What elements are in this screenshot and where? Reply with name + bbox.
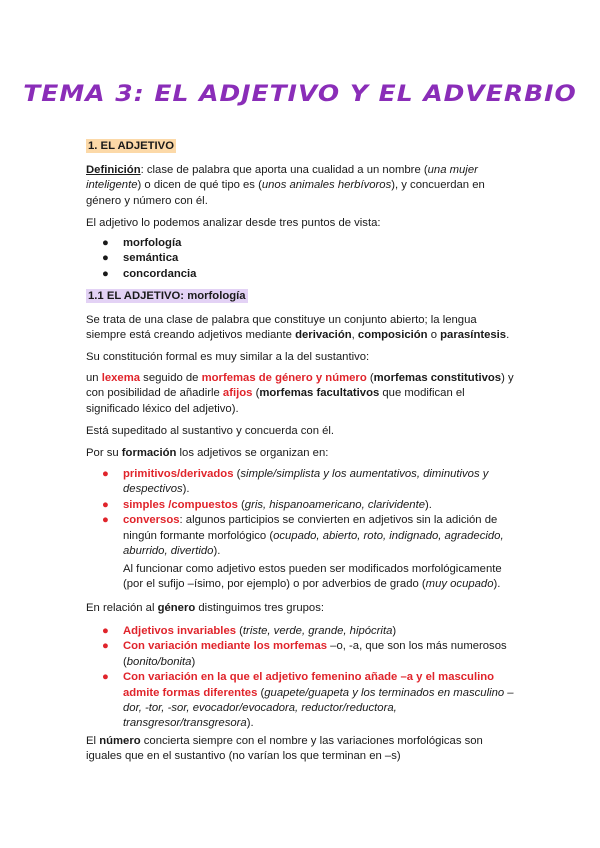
formation-list — [86, 467, 516, 559]
list-item: ● Con variación mediante los morfemas –o, -a, que son los más numerosos (bonito/bonita) — [102, 640, 507, 668]
section-heading-morfologia: 1.1 EL ADJETIVO: morfología — [88, 290, 246, 302]
list-item: ● primitivos/derivados (simple/simplista y los aumentativos, diminutivos y despectivos). — [102, 468, 489, 496]
list-item: ● Adjetivos invariables (triste, verde, grande, hipócrita) — [102, 625, 397, 637]
paragraph-funcionar: Al funcionar como adjetivo estos pueden ser modificados morfológicamente (por el sufijo –ísimo, por ejemplo) o por adverbios de grado (muy ocupado). — [123, 563, 502, 591]
list-item: ● concordancia — [102, 267, 197, 280]
page-title: TEMA 3: EL ADJETIVO Y EL ADVERBIO — [23, 80, 577, 107]
paragraph-formacion: Por su formación los adjetivos se organizan en: — [86, 447, 329, 459]
section-heading-adjetivo: 1. EL ADJETIVO — [88, 140, 175, 152]
paragraph-supeditado: Está supeditado al sustantivo y concuerda con él. — [86, 425, 335, 437]
list-item: ● conversos: algunos participios se convierten en adjetivos sin la adición de ningún formante morfológico (ocupado, abierto, roto, indignado, agradecido, aburrido, divertido). — [102, 514, 504, 558]
list-item: ● semántica — [102, 252, 179, 265]
list-item: ● simples /compuestos (gris, hispanoamericano, clarividente). — [102, 498, 432, 511]
list-item: ● Con variación en la que el adjetivo femenino añade –a y el masculino admite formas diferentes (guapete/guapeta y los terminados en masculino –dor, -tor, -sor, evocador/evocadora, reductor/reductora, transgresor/transgresora). — [102, 671, 514, 730]
viewpoints-list — [86, 236, 516, 282]
list-item: ● morfología — [102, 237, 182, 249]
paragraph-genero: En relación al género distinguimos tres grupos: — [86, 602, 324, 614]
paragraph-lexema: un lexema seguido de morfemas de género y número (morfemas constitutivos) y con posibilidad de añadirle afijos (morfemas facultativos que modifican el significado léxico del adjetivo). — [86, 372, 514, 415]
gender-list — [86, 624, 516, 732]
intro-paragraph: El adjetivo lo podemos analizar desde tres puntos de vista: — [86, 217, 381, 229]
paragraph-constitucion: Su constitución formal es muy similar a la del sustantivo: — [86, 351, 370, 363]
paragraph-conjunto-abierto: Se trata de una clase de palabra que constituye un conjunto abierto; la lengua siempre está creando adjetivos mediante derivación, composición o parasíntesis. — [86, 314, 510, 342]
definition-paragraph: Definición: clase de palabra que aporta una cualidad a un nombre (una mujer inteligente) o dicen de qué tipo es (unos animales herbívoros), y concuerdan en género y número con él. — [86, 164, 485, 207]
paragraph-numero: El número concierta siempre con el nombre y las variaciones morfológicas son iguales que en el sustantivo (no varían los que terminan en –s) — [86, 735, 483, 763]
